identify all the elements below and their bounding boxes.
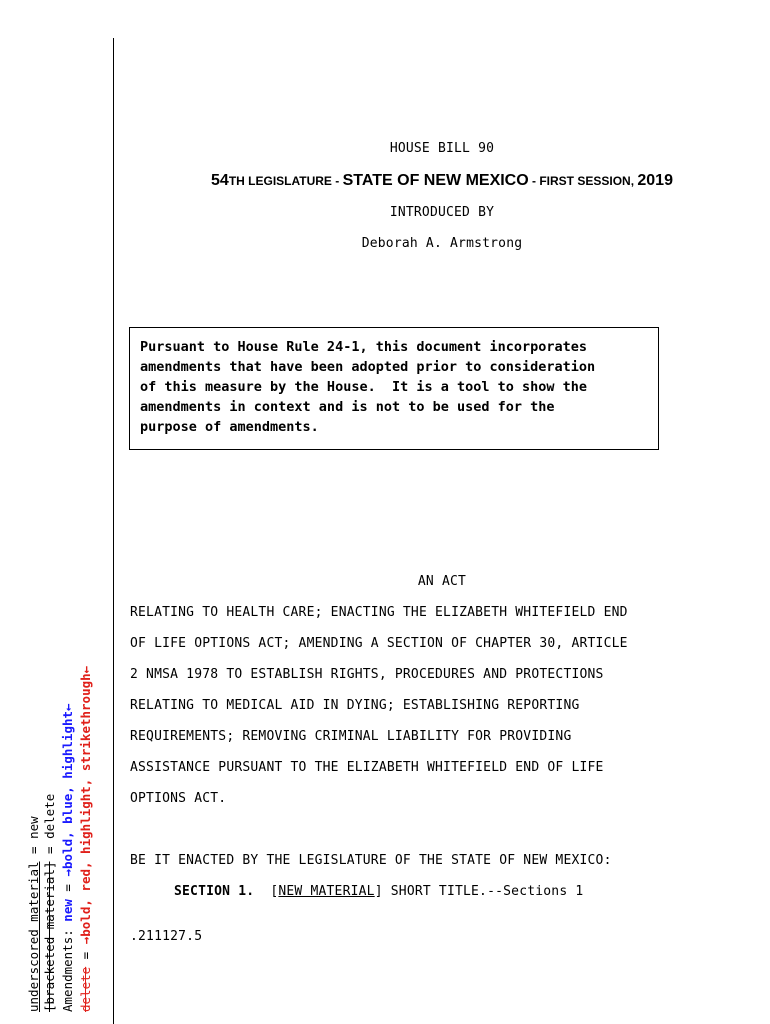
new-material-tag: NEW MATERIAL — [278, 884, 375, 899]
act-title-line: RELATING TO HEALTH CARE; ENACTING THE ELIZABETH WHITEFIELD END — [130, 605, 628, 620]
session-state: STATE OF NEW MEXICO — [342, 172, 529, 189]
legend-bracketed-meaning: = delete — [42, 793, 57, 862]
act-title-line: ASSISTANCE PURSUANT TO THE ELIZABETH WHITEFIELD END OF LIFE — [130, 760, 604, 775]
legend-amendments-label: Amendments: — [60, 921, 75, 1012]
legend-bracketed — [42, 794, 57, 1012]
notice-line: amendments in context and is not to be used for the — [140, 399, 555, 415]
sponsor-name: Deborah A. Armstrong — [361, 236, 523, 251]
enacting-clause: BE IT ENACTED BY THE LEGISLATURE OF THE STATE OF NEW MEXICO: — [130, 853, 612, 868]
document-code: .211127.5 — [130, 929, 203, 944]
notice-line: of this measure by the House. It is a tool to show the — [140, 379, 588, 395]
session-number: 54 — [211, 172, 229, 189]
legend-new-style: →bold, blue, highlight← — [60, 703, 75, 877]
act-title-line: OPTIONS ACT. — [130, 791, 227, 806]
new-material-open: [ — [270, 884, 279, 899]
notice-line: amendments that have been adopted prior to consideration — [140, 359, 596, 375]
legend-underscored — [26, 816, 41, 1012]
act-title-line: OF LIFE OPTIONS ACT; AMENDING A SECTION OF CHAPTER 30, ARTICLE — [130, 636, 628, 651]
legend-underscored-meaning: = new — [26, 816, 41, 862]
bill-title: HOUSE BILL 90 — [389, 141, 495, 156]
legend-equals: = — [78, 944, 93, 967]
act-title-line: 2 NMSA 1978 TO ESTABLISH RIGHTS, PROCEDURES AND PROTECTIONS — [130, 667, 604, 682]
new-material-close: ] — [374, 884, 383, 899]
legend-amendments-delete — [78, 666, 93, 1012]
legend-amendments-new — [60, 703, 75, 1012]
legend-new-term: new — [60, 899, 75, 922]
legend-delete-style: →bold, red, highlight, strikethrough← — [78, 665, 93, 945]
section-1-line — [174, 884, 583, 899]
legend-underscored-term: underscored material — [26, 861, 41, 1012]
session-year: 2019 — [637, 172, 673, 189]
house-rule-notice — [129, 327, 659, 450]
notice-line: purpose of amendments. — [140, 419, 319, 435]
session-line — [114, 172, 770, 190]
session-name: - FIRST SESSION, — [528, 174, 638, 188]
introduced-by: INTRODUCED BY — [389, 205, 495, 220]
act-title-line: REQUIREMENTS; REMOVING CRIMINAL LIABILITY FOR PROVIDING — [130, 729, 572, 744]
act-title-line: RELATING TO MEDICAL AID IN DYING; ESTABLISHING REPORTING — [130, 698, 580, 713]
notice-line: Pursuant to House Rule 24-1, this document incorporates — [140, 339, 588, 355]
session-legislature: TH LEGISLATURE - — [228, 174, 343, 188]
act-heading: AN ACT — [417, 574, 467, 589]
section-label: SECTION 1. — [174, 884, 255, 899]
legend-equals: = — [60, 876, 75, 900]
section-text: SHORT TITLE.--Sections 1 — [382, 884, 584, 899]
legend-bracketed-term: [bracketed material] — [42, 861, 57, 1012]
legend-delete-term: delete — [78, 966, 93, 1012]
